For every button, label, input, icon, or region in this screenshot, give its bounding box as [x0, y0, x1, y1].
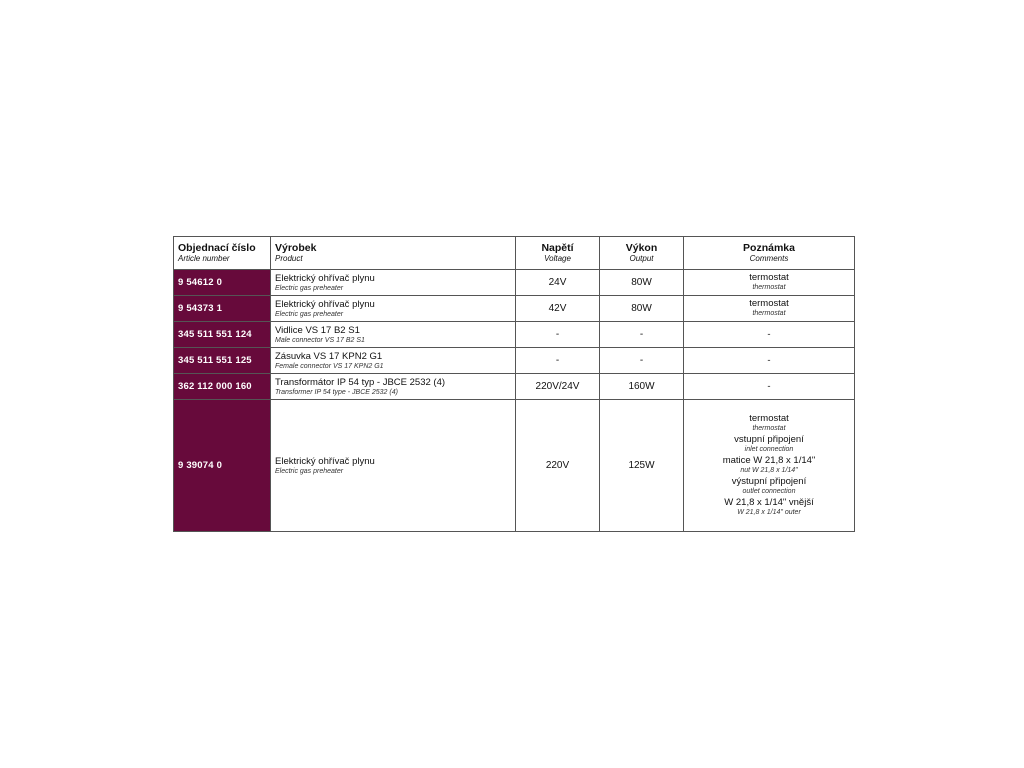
header-voltage-cs: Napětí [541, 242, 574, 254]
table-row [174, 400, 855, 532]
table-row [174, 270, 855, 296]
product-cell [271, 322, 516, 348]
product-cell [271, 270, 516, 296]
product-name-cs: Zásuvka VS 17 KPN2 G1 [275, 350, 383, 362]
comment-cs: W 21,8 x 1/14" vnější [724, 497, 814, 508]
voltage-cell: 42V [516, 296, 600, 322]
header-comments-cs: Poznámka [743, 242, 795, 254]
comment-en: thermostat [752, 284, 786, 291]
comment-cs: - [767, 355, 771, 366]
product-spec-table [173, 236, 855, 532]
header-comments-en: Comments [749, 254, 789, 263]
output-cell: 80W [600, 296, 684, 322]
comments-cell [684, 270, 855, 296]
header-product [271, 237, 516, 270]
article-number-cell: 9 54373 1 [174, 296, 271, 322]
header-output [600, 237, 684, 270]
product-name-en: Electric gas preheater [275, 310, 344, 318]
article-number-cell: 345 511 551 125 [174, 348, 271, 374]
product-cell [271, 296, 516, 322]
output-cell: 125W [600, 400, 684, 532]
product-name-en: Female connector VS 17 KPN2 G1 [275, 362, 384, 370]
product-cell [271, 400, 516, 532]
comment-en: W 21,8 x 1/14" outer [737, 509, 801, 516]
voltage-cell: 220V/24V [516, 374, 600, 400]
header-row [174, 237, 855, 270]
comment-cs: termostat [749, 272, 789, 283]
comment-en: thermostat [752, 310, 786, 317]
comments-cell [684, 296, 855, 322]
voltage-cell: 24V [516, 270, 600, 296]
output-cell: 160W [600, 374, 684, 400]
output-cell: - [600, 322, 684, 348]
product-cell [271, 348, 516, 374]
comment-en: outlet connection [742, 488, 796, 495]
comment-cs: výstupní připojení [731, 476, 807, 487]
header-comments [684, 237, 855, 270]
comment-cs: termostat [749, 413, 789, 424]
product-name-en: Transformer IP 54 type - JBCE 2532 (4) [275, 388, 398, 396]
product-name-cs: Elektrický ohřívač plynu [275, 455, 375, 467]
comments-cell [684, 322, 855, 348]
header-product-cs: Výrobek [275, 242, 317, 254]
header-article-number-cs: Objednací číslo [178, 242, 256, 254]
comment-cs: - [767, 329, 771, 340]
comment-cs: matice W 21,8 x 1/14" [722, 455, 816, 466]
table-row [174, 296, 855, 322]
article-number-cell: 345 511 551 124 [174, 322, 271, 348]
header-article-number [174, 237, 271, 270]
header-article-number-en: Article number [178, 254, 230, 263]
article-number-cell: 362 112 000 160 [174, 374, 271, 400]
comment-cs: termostat [749, 298, 789, 309]
header-voltage [516, 237, 600, 270]
voltage-cell: - [516, 322, 600, 348]
comment-cs: vstupní připojení [734, 434, 804, 445]
comments-cell [684, 348, 855, 374]
header-output-cs: Výkon [625, 242, 658, 254]
voltage-cell: - [516, 348, 600, 374]
product-name-cs: Elektrický ohřívač plynu [275, 272, 375, 284]
product-name-cs: Transformátor IP 54 typ - JBCE 2532 (4) [275, 376, 446, 388]
article-number-cell: 9 54612 0 [174, 270, 271, 296]
product-name-en: Male connector VS 17 B2 S1 [275, 336, 365, 344]
product-name-en: Electric gas preheater [275, 467, 344, 475]
comments-cell [684, 400, 855, 532]
product-name-cs: Vidlice VS 17 B2 S1 [275, 324, 360, 336]
comment-cs: - [767, 381, 771, 392]
output-cell: 80W [600, 270, 684, 296]
table-row [174, 322, 855, 348]
header-product-en: Product [275, 254, 303, 263]
comments-cell [684, 374, 855, 400]
product-cell [271, 374, 516, 400]
article-number-cell: 9 39074 0 [174, 400, 271, 532]
product-name-cs: Elektrický ohřívač plynu [275, 298, 375, 310]
comment-en: thermostat [752, 425, 786, 432]
output-cell: - [600, 348, 684, 374]
table-row [174, 348, 855, 374]
comment-en: nut W 21,8 x 1/14" [740, 467, 798, 474]
header-voltage-en: Voltage [544, 254, 571, 263]
table-row [174, 374, 855, 400]
product-name-en: Electric gas preheater [275, 284, 344, 292]
voltage-cell: 220V [516, 400, 600, 532]
header-output-en: Output [629, 254, 654, 263]
comment-en: inlet connection [744, 446, 794, 453]
